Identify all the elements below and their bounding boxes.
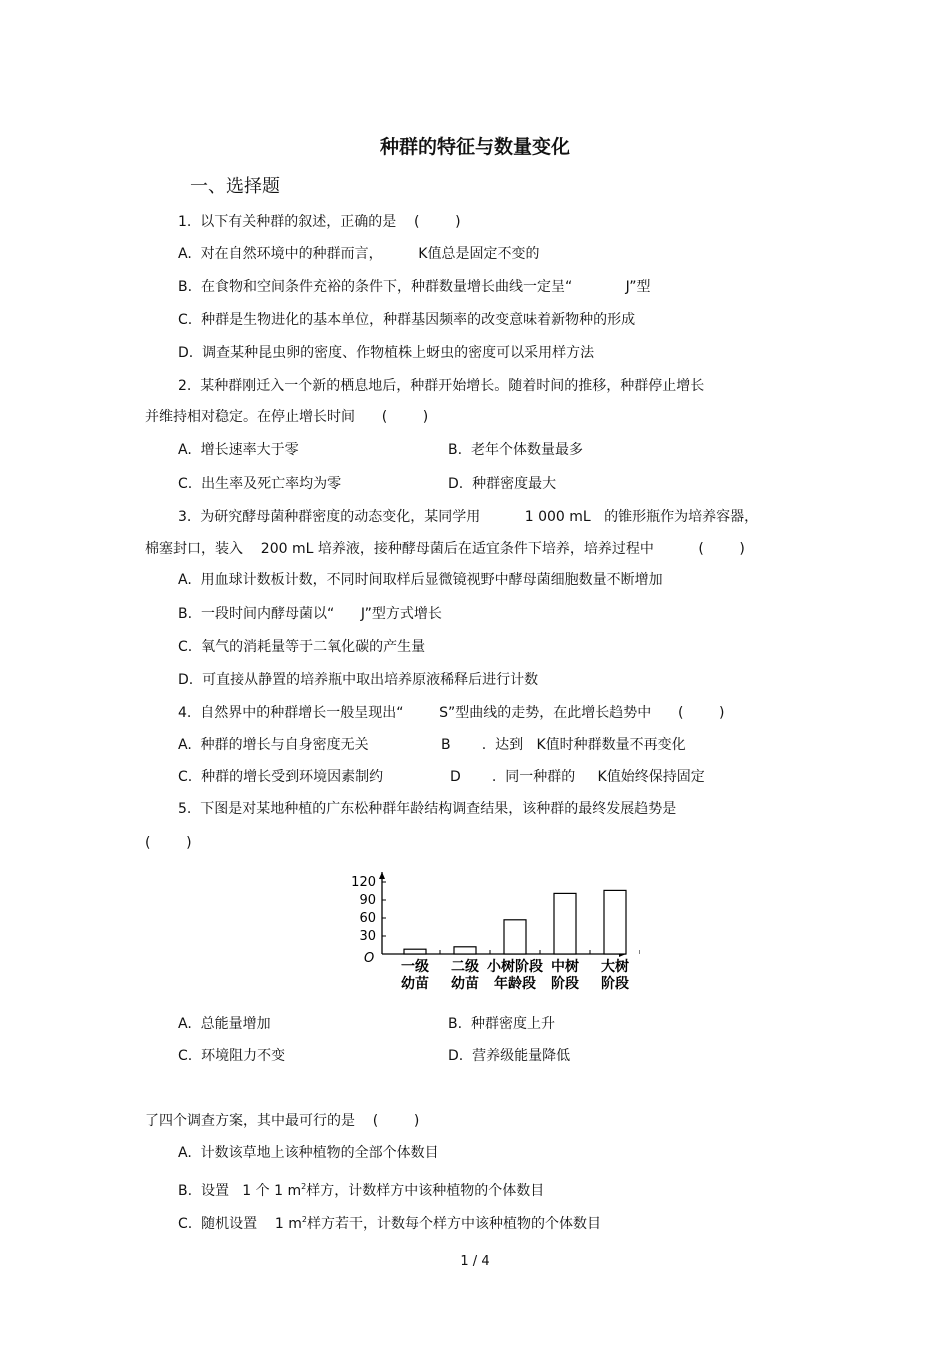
line-q5: [178, 800, 676, 818]
line-q6c: [178, 1211, 601, 1233]
line-q5c: [178, 1047, 285, 1065]
bar-4: [604, 890, 626, 954]
line-q4: [178, 704, 724, 722]
text-q2a: A. 增长速率大于零: [178, 442, 299, 458]
line-q3a: [178, 571, 663, 589]
line-q4a: [178, 736, 369, 754]
text-q3d: D. 可直接从静置的培养瓶中取出培养原液稀释后进行计数: [178, 672, 539, 688]
line-q6l2: [145, 1112, 419, 1130]
x-tick-label-0-1: 幼苗: [401, 976, 429, 992]
line-q3c: [178, 638, 425, 656]
x-tick-label-3-1: 阶段: [551, 976, 579, 992]
text-q2d: D. 种群密度最大: [448, 476, 557, 492]
age-structure-bar-chart: [340, 868, 640, 998]
text-q3l2: 棉塞封口，装入 200 mL 培养液，接种酵母菌后在适宜条件下培养，培养过程中 ( ): [145, 541, 745, 557]
text-q2: 2. 某种群刚迁入一个新的栖息地后，种群开始增长。随着时间的推移，种群停止增长: [178, 378, 705, 394]
text-q1: 1. 以下有关种群的叙述，正确的是 ( ): [178, 214, 461, 230]
text-q1a: A. 对在自然环境中的种群而言， K值总是固定不变的: [178, 246, 540, 262]
page-number: 1 / 4: [460, 1254, 490, 1269]
text-q5: 5. 下图是对某地种植的广东松种群年龄结构调查结果，该种群的最终发展趋势是: [178, 801, 677, 817]
y-tick-label-30: 30: [359, 929, 376, 944]
text-q2b: B. 老年个体数量最多: [448, 442, 583, 458]
text-q6l2: 了四个调查方案，其中最可行的是 ( ): [145, 1113, 420, 1129]
line-q5a: [178, 1015, 271, 1033]
text-q6b_post: 样方，计数样方中该种植物的个体数目: [306, 1183, 545, 1199]
line-q1b: [178, 278, 651, 296]
text-q5a: A. 总能量增加: [178, 1016, 271, 1032]
line-q2l2: [145, 408, 428, 426]
text-q2l2: 并维持相对稳定。在停止增长时间 ( ): [145, 409, 429, 425]
text-q1b: B. 在食物和空间条件充裕的条件下，种群数量增长曲线一定呈“ J”型: [178, 279, 651, 295]
bar-1: [454, 947, 476, 954]
bar-3: [554, 893, 576, 954]
line-q3d: [178, 671, 538, 689]
line-q6a: [178, 1144, 439, 1162]
line-q5l2: [145, 834, 192, 852]
y-axis-arrow: [379, 872, 385, 879]
text-q6b_pre: B. 设置 1 个 1 m: [178, 1183, 302, 1199]
text-q4c: C. 种群的增长受到环境因素制约: [178, 769, 384, 785]
text-q4b: B . 达到 K值时种群数量不再变化: [441, 737, 686, 753]
line-q1: [178, 213, 461, 231]
x-tick-label-4-1: 阶段: [601, 976, 629, 992]
origin-label: O: [364, 951, 375, 966]
y-tick-label-120: 120: [351, 875, 376, 890]
x-tick-label-2-1: 年龄段: [494, 976, 536, 992]
line-q1a: [178, 245, 539, 263]
text-q4: 4. 自然界中的种群增长一般呈现出“ S”型曲线的走势，在此增长趋势中 ( ): [178, 705, 725, 721]
text-q6b_sup: 2: [301, 1182, 307, 1191]
text-q1c: C. 种群是生物进化的基本单位，种群基因频率的改变意味着新物种的形成: [178, 312, 636, 328]
text-q4d: D . 同一种群的 K值始终保持固定: [450, 769, 705, 785]
line-q2: [178, 377, 704, 395]
line-q5d: [448, 1047, 570, 1065]
y-tick-label-60: 60: [359, 911, 376, 926]
y-tick-label-90: 90: [359, 893, 376, 908]
line-q4d: [450, 768, 705, 786]
line-q2d: [448, 475, 556, 493]
section-heading: 一、选择题: [190, 176, 280, 197]
line-q1c: [178, 311, 635, 329]
text-q1d: D. 调查某种昆虫卵的密度、作物植株上蚜虫的密度可以采用样方法: [178, 345, 595, 361]
text-q3: 3. 为研究酵母菌种群密度的动态变化，某同学用 1 000 mL 的锥形瓶作为培养容器，: [178, 509, 759, 525]
line-q1d: [178, 344, 594, 362]
line-q6b: [178, 1178, 544, 1200]
text-q3c: C. 氧气的消耗量等于二氧化碳的产生量: [178, 639, 426, 655]
line-q4b: [441, 736, 686, 754]
text-q4a: A. 种群的增长与自身密度无关: [178, 737, 369, 753]
x-tick-label-0-0: 一级: [401, 959, 429, 975]
x-tick-label-1-0: 二级: [451, 959, 479, 975]
text-q6c_post: 样方若干，计数每个样方中该种植物的个体数目: [307, 1216, 602, 1232]
text-q6a: A. 计数该草地上该种植物的全部个体数目: [178, 1145, 439, 1161]
x-tick-label-1-1: 幼苗: [451, 976, 479, 992]
text-q5l2: ( ): [145, 835, 192, 851]
text-q2c: C. 出生率及死亡率均为零: [178, 476, 342, 492]
x-tick-label-2-0: 小树阶段: [487, 959, 543, 975]
line-q2b: [448, 441, 583, 459]
text-q5b: B. 种群密度上升: [448, 1016, 555, 1032]
text-q6c_pre: C. 随机设置 1 m: [178, 1216, 302, 1232]
x-tick-label-3-0: 中树: [551, 959, 579, 975]
line-q3l2: [145, 540, 745, 558]
line-q3b: [178, 605, 442, 623]
bar-2: [504, 920, 526, 954]
bar-0: [404, 949, 426, 954]
line-q4c: [178, 768, 383, 786]
text-q6c_sup: 2: [301, 1215, 308, 1224]
line-q2c: [178, 475, 341, 493]
x-tick-label-4-0: 大树: [601, 959, 629, 975]
text-q3b: B. 一段时间内酵母菌以“ J”型方式增长: [178, 606, 442, 622]
line-q3: [178, 508, 758, 526]
line-q5b: [448, 1015, 555, 1033]
page-title: 种群的特征与数量变化: [379, 136, 570, 158]
text-q5c: C. 环境阻力不变: [178, 1048, 286, 1064]
text-q3a: A. 用血球计数板计数，不同时间取样后显微镜视野中酵母菌细胞数量不断增加: [178, 572, 663, 588]
text-q5d: D. 营养级能量降低: [448, 1048, 571, 1064]
line-q2a: [178, 441, 299, 459]
